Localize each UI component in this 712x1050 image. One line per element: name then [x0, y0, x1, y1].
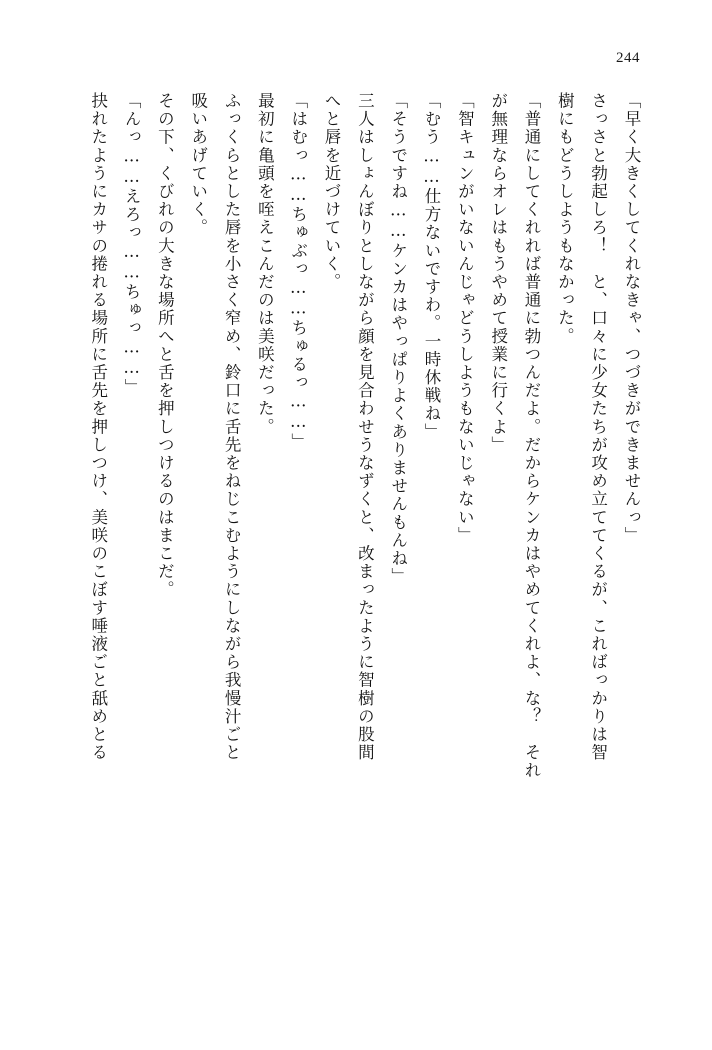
paragraph-line: へと唇を近づけていく。 [322, 92, 342, 292]
paragraph-line: 「そうですね……ケンカはやっぱりよくありませんもんね」 [388, 92, 408, 586]
page-number: 244 [616, 50, 640, 66]
paragraph-line: ふっくらとした唇を小さく窄め、鈴口に舌先をねじこむようにしながら我慢汁ごと [222, 92, 242, 762]
paragraph-line: 抉れたようにカサの捲れる場所に舌先を押しつけ、美咲のこぼす唾液ごと舐めとる [88, 92, 108, 762]
paragraph-line: 樹にもどうしようもなかった。 [555, 92, 575, 346]
paragraph-line: が無理ならオレはもうやめて授業に行くよ」 [488, 92, 508, 454]
paragraph-line: 吸いあげていく。 [188, 92, 208, 237]
paragraph-line: 三人はしょんぼりとしながら顔を見合わせうなずくと、改まったように智樹の股間 [355, 92, 375, 762]
paragraph-line: 「早く大きくしてくれなきゃ、つづきができませんっ」 [622, 92, 641, 545]
vertical-text-body [88, 92, 648, 972]
paragraph-line: 「むう……仕方ないですわ。一時休戦ね」 [422, 92, 442, 441]
paragraph-line: 「んっ……えろっ……ちゅっ……」 [122, 92, 142, 397]
paragraph-line: 「はむっ……ちゅぶっ……ちゅるっ……」 [288, 92, 308, 451]
paragraph-line: その下、くびれの大きな場所へと舌を押しつけるのはまこだ。 [155, 92, 175, 599]
paragraph-line: さっさと勃起しろ！ と、口々に少女たちが攻め立ててくるが、こればっかりは智 [588, 92, 608, 762]
paragraph-line: 「普通にしてくれれば普通に勃つんだよ。だからケンカはやめてくれよ、な？ それ [522, 92, 542, 780]
paragraph-line: 「智キュンがいないんじゃどうしようもないじゃない」 [455, 92, 475, 545]
paragraph-line: 最初に亀頭を咥えこんだのは美咲だった。 [255, 92, 275, 436]
